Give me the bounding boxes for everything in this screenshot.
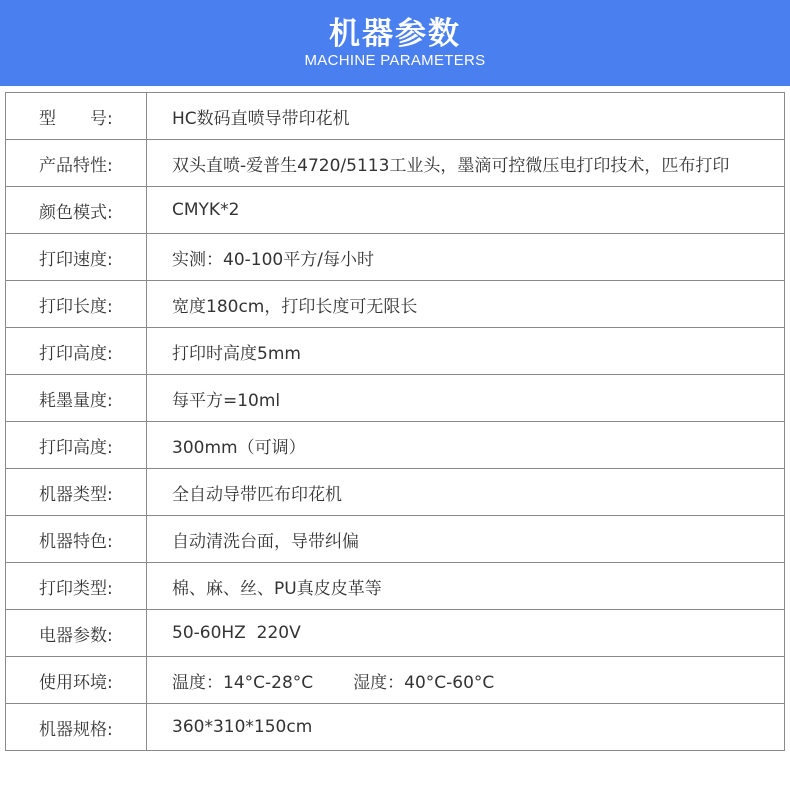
table-row: [6, 516, 785, 563]
row-value-print-type: 棉、麻、丝、PU真皮皮革等: [147, 563, 785, 610]
parameters-table: [5, 92, 785, 751]
row-value-machine-type: 全自动导带匹布印花机: [147, 469, 785, 516]
humidity-range: 湿度：40°C-60°C: [353, 672, 495, 693]
table-row: [6, 704, 785, 751]
row-label-print-type: 打印类型:: [6, 563, 147, 610]
table-row: [6, 281, 785, 328]
table-row: [6, 234, 785, 281]
row-label-dimensions: 机器规格:: [6, 704, 147, 751]
table-row: [6, 657, 785, 704]
row-value-model: HC数码直喷导带印花机: [147, 93, 785, 140]
table-row: [6, 187, 785, 234]
row-value-color-mode: CMYK*2: [147, 187, 785, 234]
table-row: [6, 375, 785, 422]
row-value-features: 双头直喷-爱普生4720/5113工业头，墨滴可控微压电打印技术，匹布打印: [147, 140, 785, 187]
row-label-color-mode: 颜色模式:: [6, 187, 147, 234]
row-value-print-height-adjustable: 300mm（可调）: [147, 422, 785, 469]
row-value-electrical: 50-60HZ 220V: [147, 610, 785, 657]
row-label-print-height: 打印高度:: [6, 328, 147, 375]
row-label-model: 型 号:: [6, 93, 147, 140]
row-label-electrical: 电器参数:: [6, 610, 147, 657]
section-header: [0, 0, 790, 86]
row-label-print-speed: 打印速度:: [6, 234, 147, 281]
section-subtitle: MACHINE PARAMETERS: [304, 52, 486, 69]
row-label-ink-consumption: 耗墨量度:: [6, 375, 147, 422]
table-row: [6, 610, 785, 657]
row-label-features: 产品特性:: [6, 140, 147, 187]
row-value-dimensions: 360*310*150cm: [147, 704, 785, 751]
row-label-print-length: 打印长度:: [6, 281, 147, 328]
row-value-machine-features: 自动清洗台面，导带纠偏: [147, 516, 785, 563]
table-row: [6, 422, 785, 469]
table-row: [6, 93, 785, 140]
row-label-print-height-adjustable: 打印高度:: [6, 422, 147, 469]
table-row: [6, 140, 785, 187]
row-value-print-height: 打印时高度5mm: [147, 328, 785, 375]
row-label-environment: 使用环境:: [6, 657, 147, 704]
section-title: 机器参数: [329, 16, 461, 52]
row-label-machine-type: 机器类型:: [6, 469, 147, 516]
row-value-print-speed: 实测：40-100平方/每小时: [147, 234, 785, 281]
table-row: [6, 328, 785, 375]
table-row: [6, 469, 785, 516]
row-value-print-length: 宽度180cm，打印长度可无限长: [147, 281, 785, 328]
row-label-machine-features: 机器特色:: [6, 516, 147, 563]
table-row: [6, 563, 785, 610]
row-value-environment: [147, 657, 785, 704]
temperature-range: 温度：14°C-28°C: [172, 672, 314, 693]
row-value-ink-consumption: 每平方=10ml: [147, 375, 785, 422]
